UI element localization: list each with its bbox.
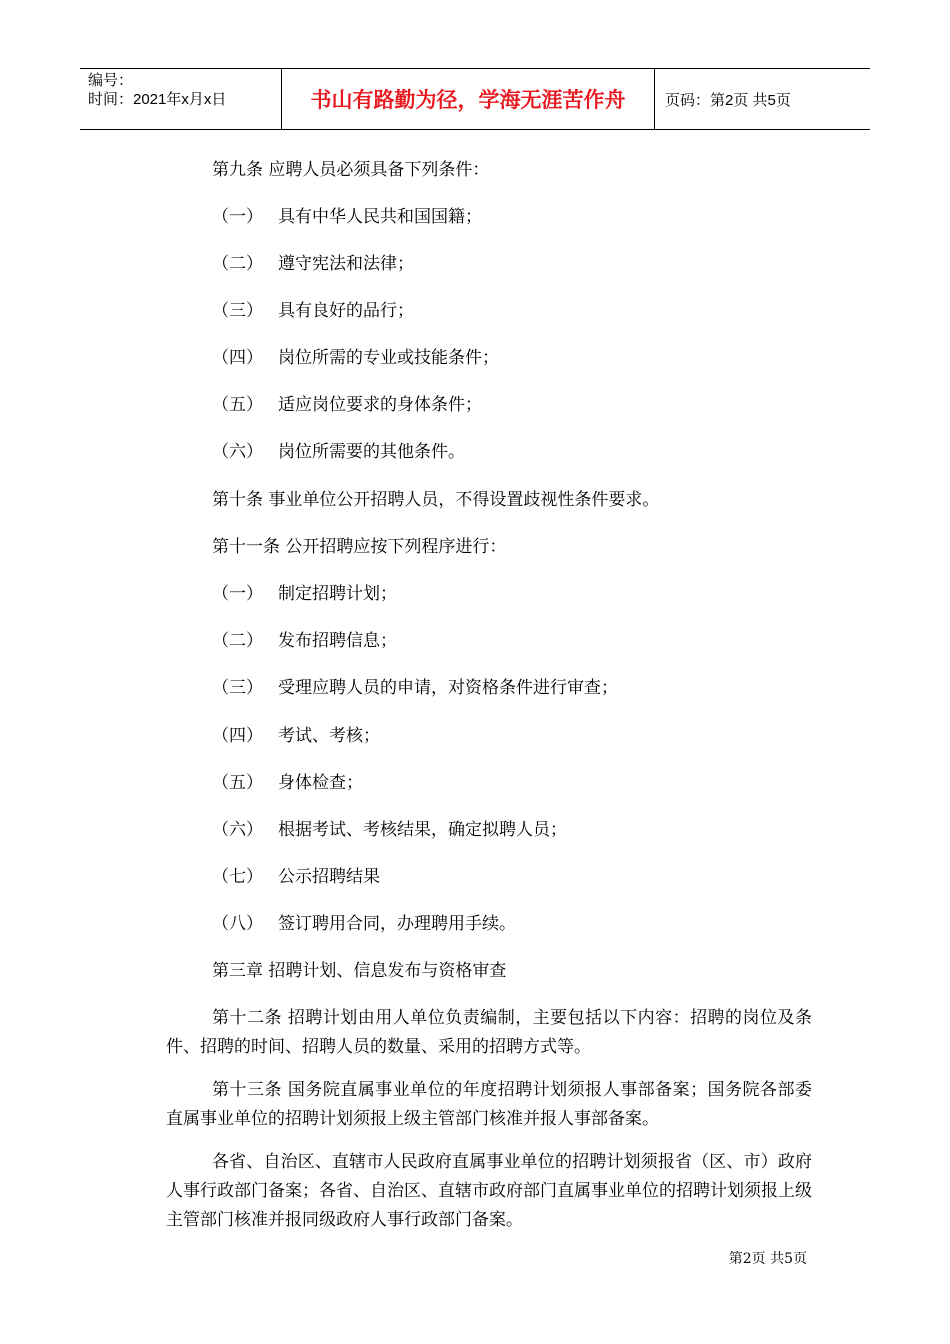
list-item xyxy=(212,771,363,795)
item-text: 公示招聘结果 xyxy=(278,867,380,887)
article-10: 第十条 事业单位公开招聘人员，不得设置歧视性条件要求。 xyxy=(212,490,660,510)
list-item xyxy=(212,912,516,936)
list-item xyxy=(212,629,397,653)
article-13: 第十三条 国务院直属事业单位的年度招聘计划须报人事部备案；国务院各部委直属事业单位的招聘计划须报上级主管部门核准并报人事部备案。 xyxy=(166,1080,812,1129)
item-text: 岗位所需要的其他条件。 xyxy=(278,442,465,462)
list-item xyxy=(212,440,465,464)
item-text: 遵守宪法和法律； xyxy=(278,254,414,274)
item-number: （四） xyxy=(212,726,263,746)
header-page-info: 页码：第2页 共5页 xyxy=(665,91,791,109)
item-number: （五） xyxy=(212,773,263,793)
list-item xyxy=(212,676,618,700)
item-text: 签订聘用合同，办理聘用手续。 xyxy=(278,914,516,934)
list-item xyxy=(212,724,380,748)
chapter-3-heading: 第三章 招聘计划、信息发布与资格审查 xyxy=(212,961,507,981)
item-text: 身体检查； xyxy=(278,773,363,793)
item-number: （二） xyxy=(212,254,263,274)
list-item xyxy=(212,865,380,889)
page-footer: 第2页 共5页 xyxy=(728,1251,807,1267)
article-11-title: 第十一条 公开招聘应按下列程序进行： xyxy=(212,537,507,557)
item-number: （六） xyxy=(212,442,263,462)
header-meta xyxy=(80,69,282,129)
list-item xyxy=(212,299,414,323)
article-9-title: 第九条 应聘人员必须具备下列条件： xyxy=(212,160,490,180)
item-number: （三） xyxy=(212,678,263,698)
list-item xyxy=(212,252,414,276)
list-item xyxy=(212,393,482,417)
item-text: 具有良好的品行； xyxy=(278,301,414,321)
item-text: 根据考试、考核结果，确定拟聘人员； xyxy=(278,820,567,840)
item-number: （一） xyxy=(212,207,263,227)
item-number: （七） xyxy=(212,867,263,887)
page-header xyxy=(80,68,870,130)
list-item xyxy=(212,205,482,229)
item-text: 发布招聘信息； xyxy=(278,631,397,651)
header-number: 编号： xyxy=(88,72,134,89)
item-number: （八） xyxy=(212,914,263,934)
item-number: （五） xyxy=(212,395,263,415)
provinces-paragraph: 各省、自治区、直辖市人民政府直属事业单位的招聘计划须报省（区、市）政府人事行政部门备案；各省、自治区、直辖市政府部门直属事业单位的招聘计划须报上级主管部门核准并报同级政府人事行政部门备案。 xyxy=(166,1152,812,1230)
list-item xyxy=(212,818,567,842)
article-12: 第十二条 招聘计划由用人单位负责编制，主要包括以下内容：招聘的岗位及条件、招聘的时间、招聘人员的数量、采用的招聘方式等。 xyxy=(166,1008,812,1057)
list-item xyxy=(212,582,397,606)
item-number: （一） xyxy=(212,584,263,604)
item-number: （三） xyxy=(212,301,263,321)
item-text: 适应岗位要求的身体条件； xyxy=(278,395,482,415)
list-item xyxy=(212,346,499,370)
item-number: （六） xyxy=(212,820,263,840)
item-text: 受理应聘人员的申请，对资格条件进行审查； xyxy=(278,678,618,698)
header-date: 时间：2021年x月x日 xyxy=(88,91,227,108)
item-text: 岗位所需的专业或技能条件； xyxy=(278,348,499,368)
item-number: （四） xyxy=(212,348,263,368)
item-text: 具有中华人民共和国国籍； xyxy=(278,207,482,227)
item-text: 考试、考核； xyxy=(278,726,380,746)
item-text: 制定招聘计划； xyxy=(278,584,397,604)
header-motto: 书山有路勤为径，学海无涯苦作舟 xyxy=(282,69,655,129)
item-number: （二） xyxy=(212,631,263,651)
